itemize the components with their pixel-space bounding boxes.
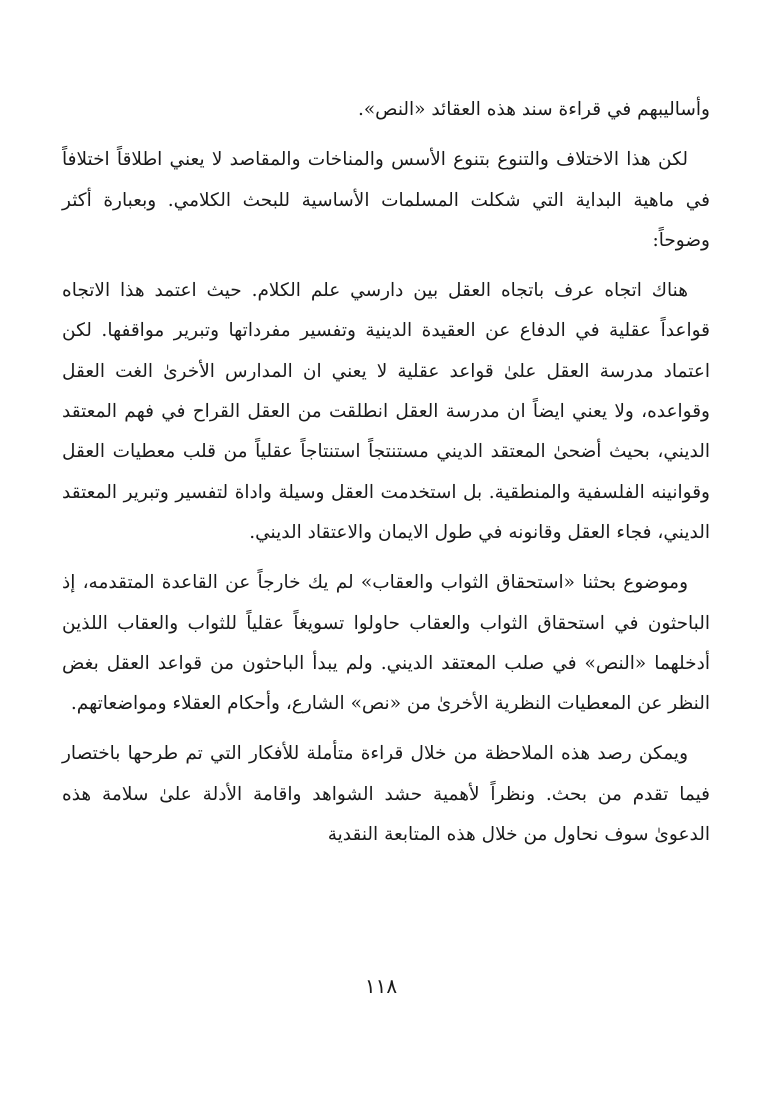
- paragraph-2: لكن هذا الاختلاف والتنوع بتنوع الأسس والمناخات والمقاصد لا يعني اطلاقاً اختلافاً في ماهية البداية التي شكلت المسلمات الأساسية للبحث الكلامي. وبعبارة أكثر وضوحاً:: [62, 149, 710, 251]
- paragraph-1: وأساليبهم في قراءة سند هذه العقائد «النص».: [357, 99, 710, 120]
- paragraph-4: وموضوع بحثنا «استحقاق الثواب والعقاب» لم يك خارجاً عن القاعدة المتقدمه، إذ الباحثون في استحقاق الثواب والعقاب حاولوا تسويغاً عقلياً للثواب والعقاب اللذين أدخلهما «النص» في صلب المعتقد الديني. ولم يبدأ الباحثون من قواعد العقل بغض النظر عن المعطيات النظرية الأخرىٰ من «نص» الشارع، وأحكام العقلاء ومواضعاتهم.: [62, 572, 710, 715]
- paragraph-5: ويمكن رصد هذه الملاحظة من خلال قراءة متأملة للأفكار التي تم طرحها باختصار فيما تقدم من بحث. ونظراً لأهمية حشد الشواهد واقامة الأدلة علىٰ سلامة هذه الدعوىٰ سوف نحاول من خلال هذه المتابعة النقدية: [62, 743, 710, 846]
- body-text: [62, 90, 710, 865]
- paragraph-3: هناك اتجاه عرف باتجاه العقل بين دارسي علم الكلام. حيث اعتمد هذا الاتجاه قواعداً عقلية في الدفاع عن العقيدة الدينية وتفسير مفرداتها وتبرير مواقفها. لكن اعتماد مدرسة العقل علىٰ قواعد عقلية لا يعني ان المدارس الأخرىٰ الغت العقل وقواعده، ولا يعني ايضاً ان مدرسة العقل انطلقت من العقل القراح في فهم المعتقد الديني، بحيث أضحىٰ المعتقد الديني مستنتجاً استنتاجاً عقلياً من قلب معطيات العقل وقوانينه الفلسفية والمنطقية. بل استخدمت العقل وسيلة واداة لتفسير وتبرير المعتقد الديني، فجاء العقل وقانونه في طول الايمان والاعتقاد الديني.: [62, 280, 710, 543]
- page-number: ١١٨: [364, 974, 398, 998]
